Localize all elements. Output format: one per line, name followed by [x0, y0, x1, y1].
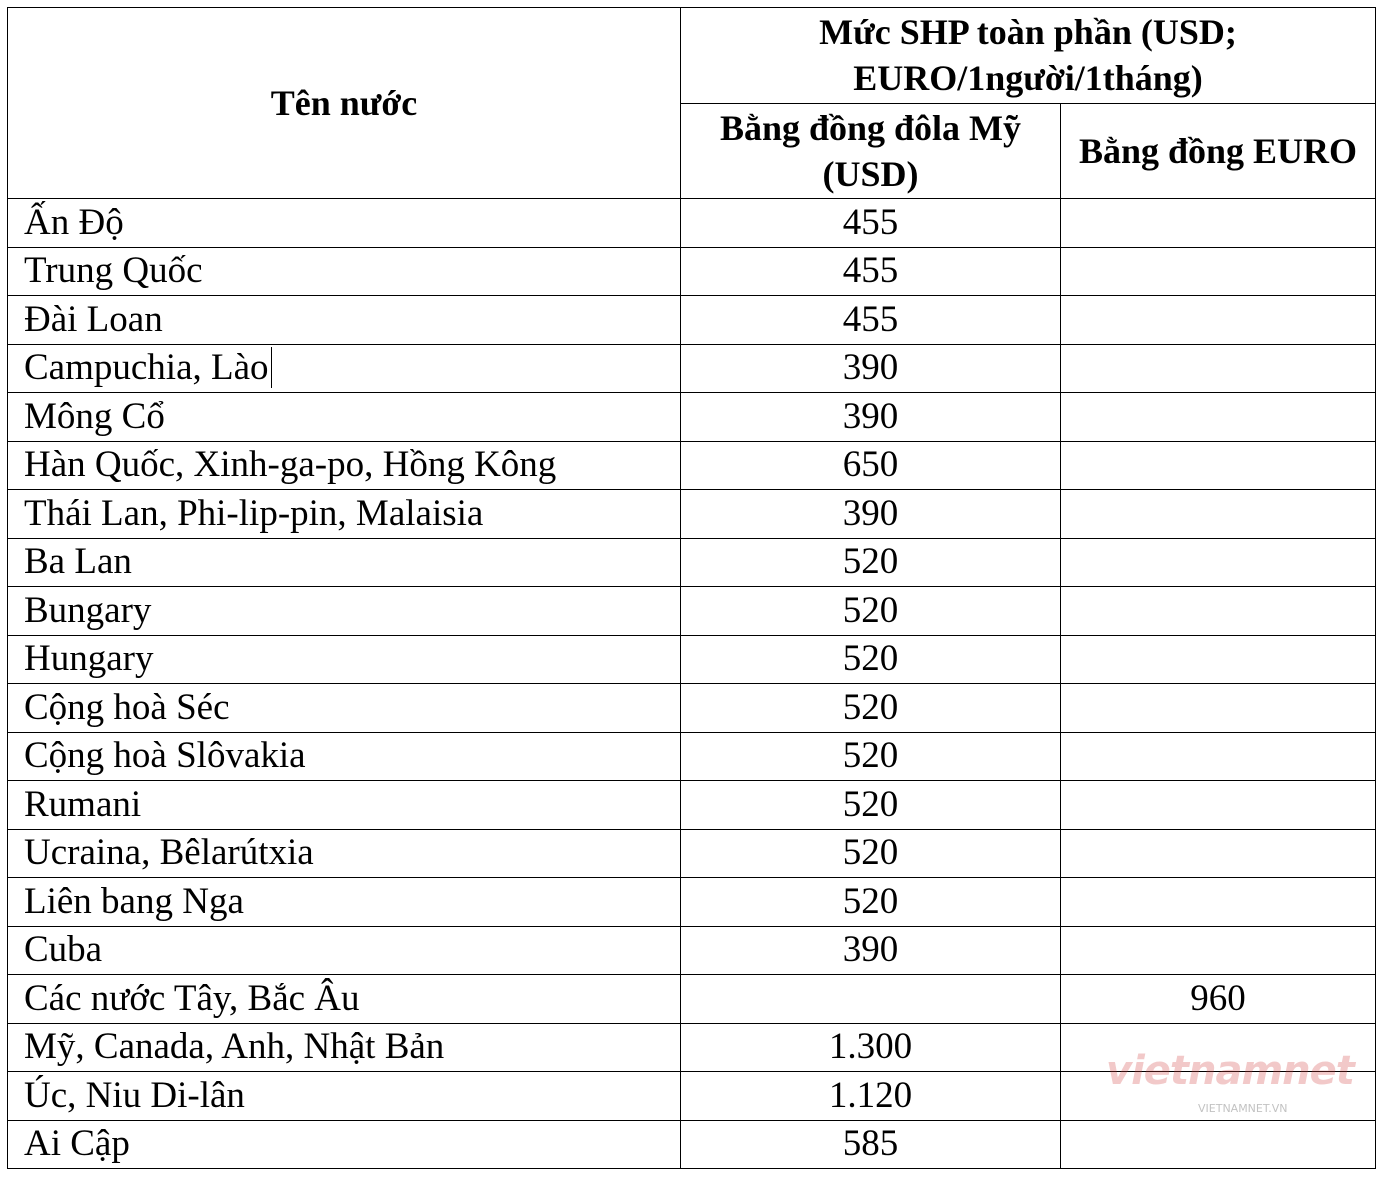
euro-cell: 960	[1061, 975, 1376, 1024]
country-cell	[8, 635, 681, 684]
country-name: Cộng hoà Slôvakia	[24, 735, 306, 777]
table-row	[8, 1023, 1376, 1072]
usd-cell: 520	[681, 829, 1061, 878]
usd-cell: 455	[681, 247, 1061, 296]
euro-cell	[1061, 393, 1376, 442]
table-row	[8, 441, 1376, 490]
euro-cell	[1061, 587, 1376, 636]
euro-cell	[1061, 781, 1376, 830]
country-name: Bungary	[24, 589, 152, 631]
table-row	[8, 393, 1376, 442]
euro-cell	[1061, 926, 1376, 975]
country-cell	[8, 878, 681, 927]
country-cell	[8, 490, 681, 539]
country-cell	[8, 781, 681, 830]
table-row	[8, 878, 1376, 927]
country-cell	[8, 393, 681, 442]
country-name: Trung Quốc	[24, 250, 203, 292]
country-cell	[8, 732, 681, 781]
usd-cell: 520	[681, 684, 1061, 733]
country-cell	[8, 829, 681, 878]
usd-cell: 520	[681, 732, 1061, 781]
usd-cell: 520	[681, 635, 1061, 684]
country-cell	[8, 926, 681, 975]
table-row	[8, 732, 1376, 781]
country-name: Ai Cập	[24, 1123, 130, 1165]
header-euro: Bằng đồng EURO	[1061, 103, 1376, 199]
table-row	[8, 975, 1376, 1024]
usd-cell: 650	[681, 441, 1061, 490]
euro-cell	[1061, 1023, 1376, 1072]
usd-cell: 390	[681, 490, 1061, 539]
header-allowance-group: Mức SHP toàn phần (USD; EURO/1người/1tháng)	[681, 8, 1376, 104]
table-row	[8, 829, 1376, 878]
country-cell	[8, 296, 681, 345]
usd-cell: 390	[681, 344, 1061, 393]
country-cell	[8, 587, 681, 636]
euro-cell	[1061, 344, 1376, 393]
euro-cell	[1061, 1072, 1376, 1121]
header-usd: Bằng đồng đôla Mỹ (USD)	[681, 103, 1061, 199]
table-header	[8, 8, 1376, 199]
allowance-table	[7, 7, 1376, 1169]
usd-cell	[681, 975, 1061, 1024]
table-row	[8, 296, 1376, 345]
table-row	[8, 635, 1376, 684]
country-name: Cộng hoà Séc	[24, 686, 230, 728]
euro-cell	[1061, 538, 1376, 587]
country-name: Úc, Niu Di-lân	[24, 1074, 245, 1116]
usd-cell: 1.300	[681, 1023, 1061, 1072]
country-name: Ba Lan	[24, 541, 132, 583]
table-row	[8, 1120, 1376, 1169]
table-row	[8, 1072, 1376, 1121]
country-name: Ấn Độ	[24, 201, 124, 243]
country-cell	[8, 441, 681, 490]
country-cell	[8, 975, 681, 1024]
header-country: Tên nước	[8, 8, 681, 199]
euro-cell	[1061, 732, 1376, 781]
table-row	[8, 490, 1376, 539]
table-row	[8, 247, 1376, 296]
usd-cell: 520	[681, 538, 1061, 587]
country-name: Hungary	[24, 638, 154, 680]
country-name: Campuchia, Lào	[24, 347, 272, 388]
country-name: Rumani	[24, 783, 142, 825]
euro-cell	[1061, 1120, 1376, 1169]
country-name: Hàn Quốc, Xinh-ga-po, Hồng Kông	[24, 444, 557, 486]
country-name: Liên bang Nga	[24, 880, 244, 922]
usd-cell: 520	[681, 878, 1061, 927]
usd-cell: 520	[681, 587, 1061, 636]
table-row	[8, 684, 1376, 733]
usd-cell: 585	[681, 1120, 1061, 1169]
usd-cell: 1.120	[681, 1072, 1061, 1121]
table-row	[8, 587, 1376, 636]
euro-cell	[1061, 490, 1376, 539]
usd-cell: 390	[681, 393, 1061, 442]
table-row	[8, 344, 1376, 393]
table-row	[8, 199, 1376, 248]
usd-cell: 520	[681, 781, 1061, 830]
usd-cell: 390	[681, 926, 1061, 975]
euro-cell	[1061, 878, 1376, 927]
table-body	[8, 199, 1376, 1169]
country-cell	[8, 1023, 681, 1072]
country-name: Ucraina, Bêlarútxia	[24, 832, 314, 874]
country-cell	[8, 1120, 681, 1169]
table-row	[8, 926, 1376, 975]
table-row	[8, 781, 1376, 830]
euro-cell	[1061, 296, 1376, 345]
country-cell	[8, 247, 681, 296]
euro-cell	[1061, 635, 1376, 684]
country-name: Mông Cổ	[24, 395, 165, 437]
usd-cell: 455	[681, 199, 1061, 248]
country-cell	[8, 344, 681, 393]
euro-cell	[1061, 199, 1376, 248]
country-name: Đài Loan	[24, 298, 163, 340]
country-name: Các nước Tây, Bắc Âu	[24, 977, 360, 1019]
country-name: Mỹ, Canada, Anh, Nhật Bản	[24, 1026, 445, 1068]
usd-cell: 455	[681, 296, 1061, 345]
euro-cell	[1061, 829, 1376, 878]
watermark-logo: vietnamnet	[1106, 1048, 1354, 1094]
table-row	[8, 538, 1376, 587]
country-cell	[8, 1072, 681, 1121]
euro-cell	[1061, 684, 1376, 733]
country-name: Thái Lan, Phi-lip-pin, Malaisia	[24, 492, 484, 534]
watermark-url: VIETNAMNET.VN	[1198, 1102, 1288, 1115]
euro-cell	[1061, 247, 1376, 296]
country-name: Cuba	[24, 929, 103, 971]
country-cell	[8, 538, 681, 587]
country-cell	[8, 199, 681, 248]
country-cell	[8, 684, 681, 733]
euro-cell	[1061, 441, 1376, 490]
